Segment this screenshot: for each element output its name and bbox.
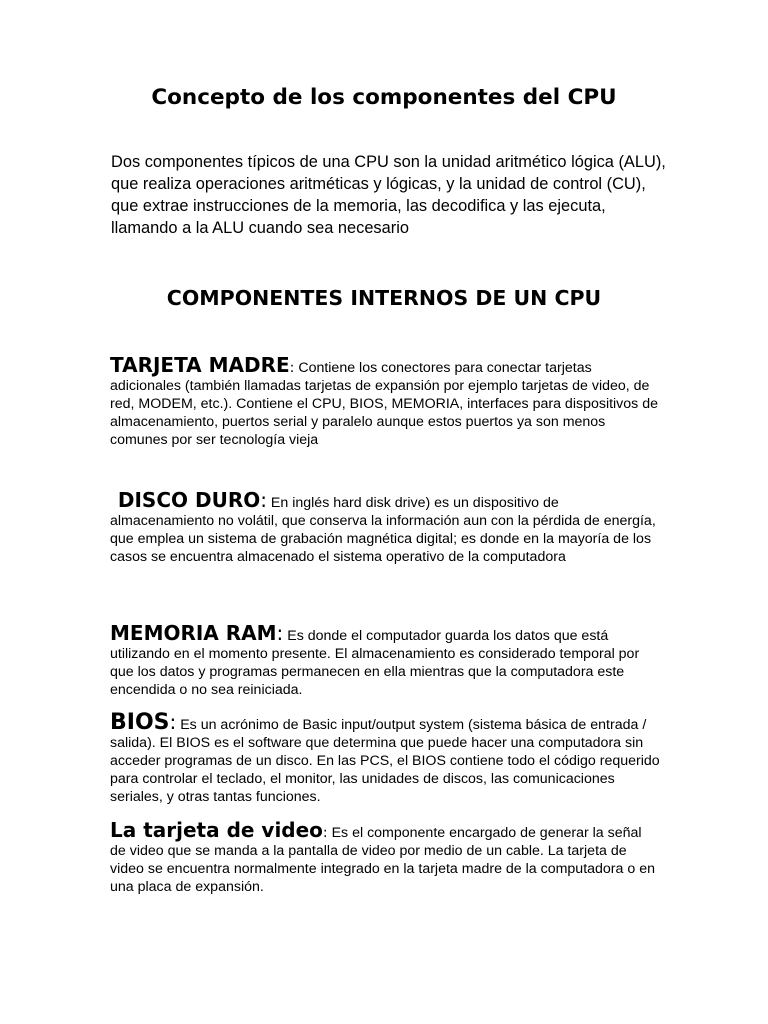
paragraph-disco-duro — [110, 488, 660, 566]
term-memoria-ram: MEMORIA RAM — [110, 621, 277, 645]
term-colon: : — [260, 488, 267, 512]
definition-text: Es el componente encargado de generar la señal de video que se manda a la pantalla de video por medio de un cable. La tarjeta de video se encuentra normalmente integrado en la tarjeta madre de la computadora o en una placa de expansión. — [110, 825, 655, 895]
term-bios: BIOS — [110, 710, 170, 735]
definition-text: Es donde el computador guarda los datos que está utilizando en el momento presente. El almacenamiento es considerado temporal por que los datos y programas permanecen en ella mientras que la computadora este encendida o no sea reiniciada. — [110, 628, 640, 698]
term-disco-duro: DISCO DURO — [117, 488, 261, 512]
term-colon: : — [322, 825, 328, 841]
definition-text: Contiene los conectores para conectar tarjetas adicionales (también llamadas tarjetas de expansión por ejemplo tarjetas de video, de red, MODEM, etc.). Contiene el CPU, BIOS, MEMORIA, interfaces para dispositivos de almacenamiento, puertos serial y paralelo aunque estos puertos ya son menos comunes por ser tecnología vieja — [110, 360, 658, 448]
section-heading: COMPONENTES INTERNOS DE UN CPU — [166, 286, 602, 310]
paragraph-tarjeta-video — [110, 818, 660, 896]
definition-text: Es un acrónimo de Basic input/output system (sistema básica de entrada / salida). El BIOS es el software que determina que puede hacer una computadora sin acceder programas de un disco. En las PCS, el BIOS contiene todo el código requerido para controlar el teclado, el monitor, las unidades de discos, las comunicaciones seriales, y otras tantas funciones. — [110, 717, 660, 805]
term-colon: : — [169, 710, 177, 734]
paragraph-memoria-ram — [110, 621, 660, 699]
term-tarjeta-madre: TARJETA MADRE — [110, 353, 290, 377]
paragraph-bios — [110, 710, 660, 806]
definition-text: En inglés hard disk drive) es un dispositivo de almacenamiento no volátil, que conserva la información aun con la pérdida de energía, que emplea un sistema de grabación magnética digital; es donde en la mayoría de los casos se encuentra almacenado el sistema operativo de la computadora — [110, 495, 656, 565]
term-tarjeta-video: La tarjeta de video — [110, 818, 323, 842]
indent-space — [110, 495, 118, 511]
term-colon: : — [289, 360, 295, 376]
term-colon: : — [276, 621, 284, 645]
intro-paragraph: Dos componentes típicos de una CPU son la unidad aritmético lógica (ALU), que realiza operaciones aritméticas y lógicas, y la unidad de control (CU), que extrae instrucciones de la memoria, las decodifica y las ejecuta, llamando a la ALU cuando sea necesario — [111, 153, 666, 237]
paragraph-tarjeta-madre — [110, 353, 660, 449]
document-title: Concepto de los componentes del CPU — [151, 85, 617, 110]
